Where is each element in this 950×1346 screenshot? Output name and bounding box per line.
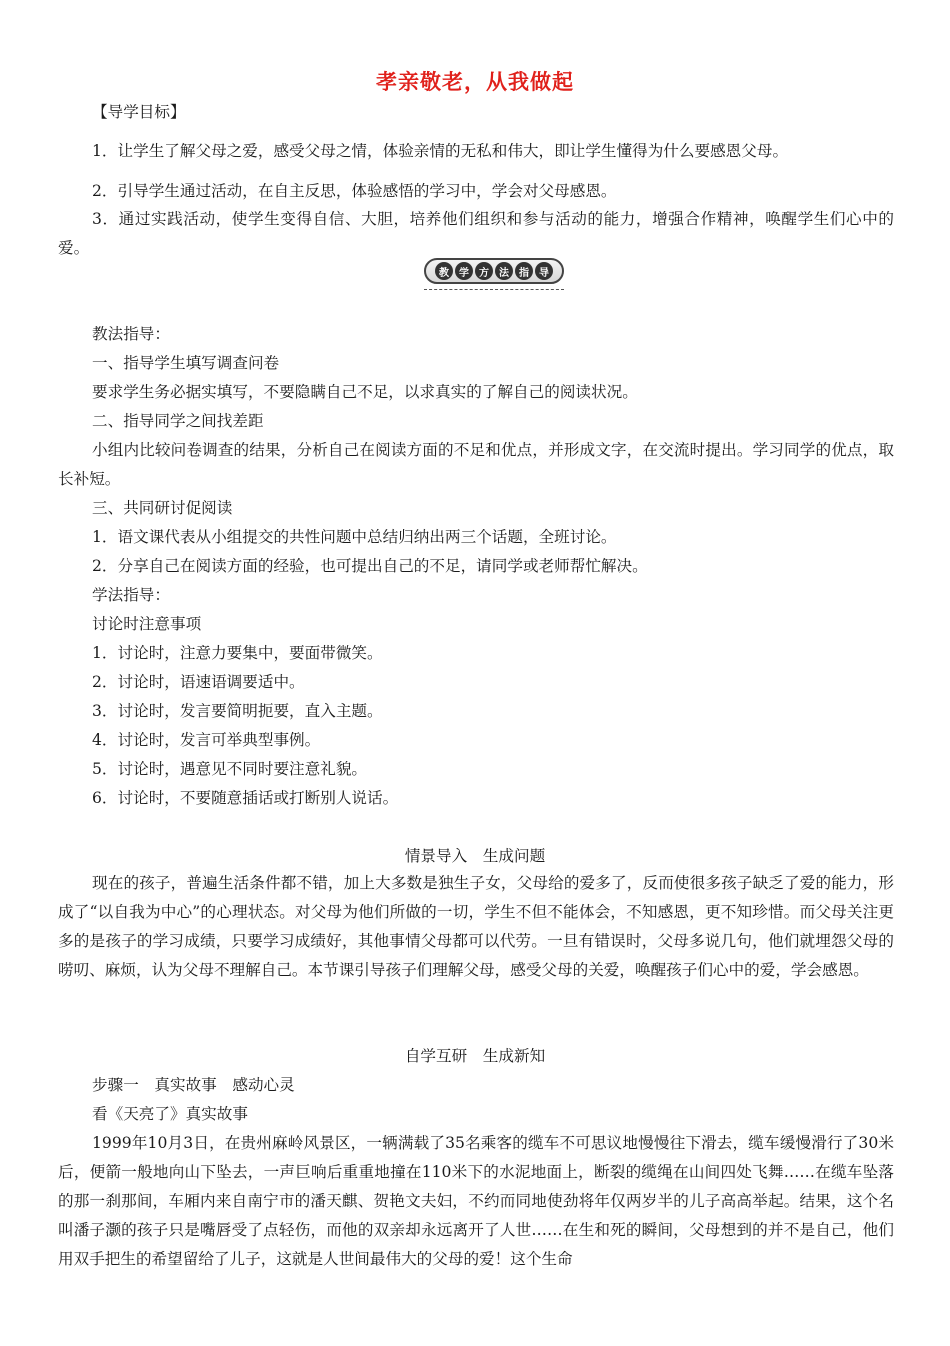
goals-heading: 【导学目标】: [92, 103, 186, 121]
teach-section-3-item: 2．分享自己在阅读方面的经验，也可提出自己的不足，请同学或老师帮忙解决。: [92, 557, 648, 575]
story-title: 看《天亮了》真实故事: [92, 1105, 248, 1123]
story-paragraph: 1999年10月3日，在贵州麻岭风景区，一辆满载了35名乘客的缆车不可思议地慢慢往下滑去，缆车缓慢滑行了30米后，便箭一般地向山下坠去，一声巨响后重重地撞在110米下的水泥地面上，断裂的缆绳在山间四处飞舞……在缆车坠落的那一刹那间，车厢内来自南宁市的潘天麒、贺艳文夫妇，不约而同地使劲将年仅两岁半的儿子高高举起。结果，这个名叫潘子灏的孩子只是嘴唇受了点轻伤，而他的双亲却永远离开了人世……在生和死的瞬间，父母想到的并不是自己，他们用双手把生的希望留给了儿子，这就是人世间最伟大的父母的爱！这个生命: [58, 1134, 894, 1268]
teach-section-3: 三、共同研讨促阅读: [92, 499, 233, 517]
badge-dashed-underline: [424, 289, 564, 290]
teach-section-2: 二、指导同学之间找差距: [92, 412, 264, 430]
learn-item: 5．讨论时，遇意见不同时要注意礼貌。: [92, 760, 368, 778]
badge-char: 教: [435, 262, 453, 280]
teaching-method-guide-banner: [424, 258, 564, 284]
goal-item-1: 1．让学生了解父母之爱，感受父母之情，体验亲情的无私和伟大，即让学生懂得为什么要感恩父母。: [92, 142, 789, 160]
teach-section-1: 一、指导学生填写调查问卷: [92, 354, 280, 372]
teach-section-2-text: 小组内比较问卷调查的结果，分析自己在阅读方面的不足和优点，并形成文字，在交流时提出。学习同学的优点，取长补短。: [58, 441, 894, 488]
badge-char: 指: [515, 262, 533, 280]
teach-section-3-item: 1．语文课代表从小组提交的共性问题中总结归纳出两三个话题，全班讨论。: [92, 528, 617, 546]
badge-char: 学: [455, 262, 473, 280]
badge-char: 法: [495, 262, 513, 280]
learn-item: 3．讨论时，发言要简明扼要，直入主题。: [92, 702, 383, 720]
step-one-heading: 步骤一 真实故事 感动心灵: [92, 1076, 295, 1094]
learn-item: 6．讨论时，不要随意插话或打断别人说话。: [92, 789, 399, 807]
teach-section-1-text: 要求学生务必据实填写，不要隐瞒自己不足，以求真实的了解自己的阅读状况。: [92, 383, 638, 401]
badge-char: 方: [475, 262, 493, 280]
goal-item-3: 3．通过实践活动，使学生变得自信、大胆，培养他们组织和参与活动的能力，增强合作精神，唤醒学生们心中的爱。: [58, 210, 894, 257]
learn-item: 2．讨论时，语速语调要适中。: [92, 673, 305, 691]
intro-heading: 情景导入 生成问题: [404, 847, 546, 865]
learn-heading: 学法指导：: [92, 586, 170, 604]
learn-item: 1．讨论时，注意力要集中，要面带微笑。: [92, 644, 383, 662]
teach-heading: 教法指导：: [92, 325, 170, 343]
self-study-heading: 自学互研 生成新知: [404, 1047, 546, 1065]
badge-char: 导: [535, 262, 553, 280]
intro-paragraph: 现在的孩子，普遍生活条件都不错，加上大多数是独生子女，父母给的爱多了，反而使很多孩子缺乏了爱的能力，形成了“以自我为中心”的心理状态。对父母为他们所做的一切，学生不但不能体会，不知感恩，更不知珍惜。而父母关注更多的是孩子的学习成绩，只要学习成绩好，其他事情父母都可以代劳。一旦有错误时，父母多说几句，他们就埋怨父母的唠叨、麻烦，认为父母不理解自己。本节课引导孩子们理解父母，感受父母的关爱，唤醒孩子们心中的爱，学会感恩。: [58, 874, 894, 979]
goal-item-2: 2．引导学生通过活动，在自主反思，体验感悟的学习中，学会对父母感恩。: [92, 182, 617, 200]
learn-item: 4．讨论时，发言可举典型事例。: [92, 731, 321, 749]
page-title: 孝亲敬老，从我做起: [376, 70, 574, 94]
learn-subheading: 讨论时注意事项: [92, 615, 202, 633]
